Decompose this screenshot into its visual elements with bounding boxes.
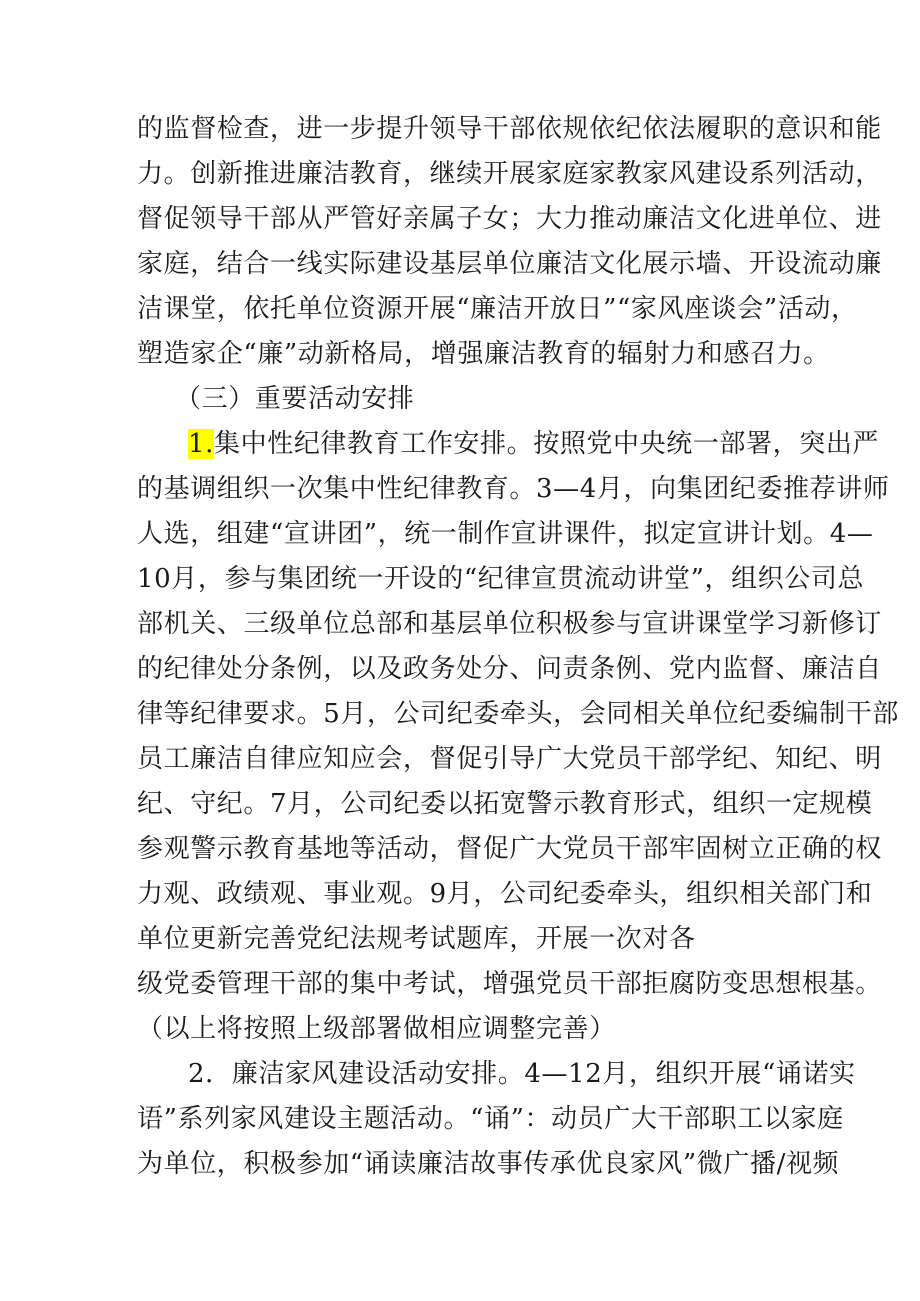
highlighted-item-number: 1.	[188, 429, 215, 459]
text-line: 塑造家企“廉”动新格局，增强廉洁教育的辐射力和感召力。	[137, 339, 830, 369]
text-line: 10月，参与集团统一开设的“纪律宣贯流动讲堂”，组织公司总	[137, 564, 865, 594]
text-line: 洁课堂，依托单位资源开展“廉洁开放日”“家风座谈会”活动，	[137, 294, 858, 324]
text-line: 参观警示教育基地等活动，督促广大党员干部牢固树立正确的权	[137, 834, 882, 864]
text-line: 的基调组织一次集中性纪律教育。3—4月，向集团纪委推荐讲师	[137, 474, 890, 504]
text-line: 的监督检查，进一步提升领导干部依规依纪依法履职的意识和能	[137, 114, 882, 144]
paragraph-first-line: 2．廉洁家风建设活动安排。4—12月，组织开展“诵诺实	[188, 1059, 856, 1089]
text-line: 集中性纪律教育工作安排。按照党中央统一部署，突出严	[214, 429, 880, 459]
text-line: 为单位，积极参加“诵读廉洁故事传承优良家风”微广播/视频	[137, 1149, 840, 1179]
text-line: 级党委管理干部的集中考试，增强党员干部拒腐防变思想根基。	[137, 969, 882, 999]
text-line: 律等纪律要求。5月，公司纪委牵头，会同相关单位纪委编制干部	[137, 699, 899, 729]
text-line: 单位更新完善党纪法规考试题库，开展一次对各	[137, 924, 696, 954]
text-line: 部机关、三级单位总部和基层单位积极参与宣讲课堂学习新修订	[137, 609, 882, 639]
text-line: 力观、政绩观、事业观。9月，公司纪委牵头，组织相关部门和	[137, 879, 873, 909]
text-line: 家庭，结合一线实际建设基层单位廉洁文化展示墙、开设流动廉	[137, 249, 882, 279]
paragraph-first-line	[188, 427, 879, 461]
text-line: 督促领导干部从严管好亲属子女；大力推动廉洁文化进单位、进	[137, 204, 882, 234]
text-line: 语”系列家风建设主题活动。“诵”：动员广大干部职工以家庭	[137, 1104, 844, 1134]
text-line: 的纪律处分条例，以及政务处分、问责条例、党内监督、廉洁自	[137, 654, 882, 684]
text-line: 力。创新推进廉洁教育，继续开展家庭家教家风建设系列活动，	[137, 159, 882, 189]
text-line: 员工廉洁自律应知应会，督促引导广大党员干部学纪、知纪、明	[137, 744, 882, 774]
text-line: 纪、守纪。7月，公司纪委以拓宽警示教育形式，组织一定规模	[137, 789, 873, 819]
text-line: （以上将按照上级部署做相应调整完善）	[137, 1014, 616, 1044]
text-line: 人选，组建“宣讲团”，统一制作宣讲课件，拟定宣讲计划。4—	[137, 519, 874, 549]
section-heading: （三）重要活动安排	[175, 384, 415, 414]
